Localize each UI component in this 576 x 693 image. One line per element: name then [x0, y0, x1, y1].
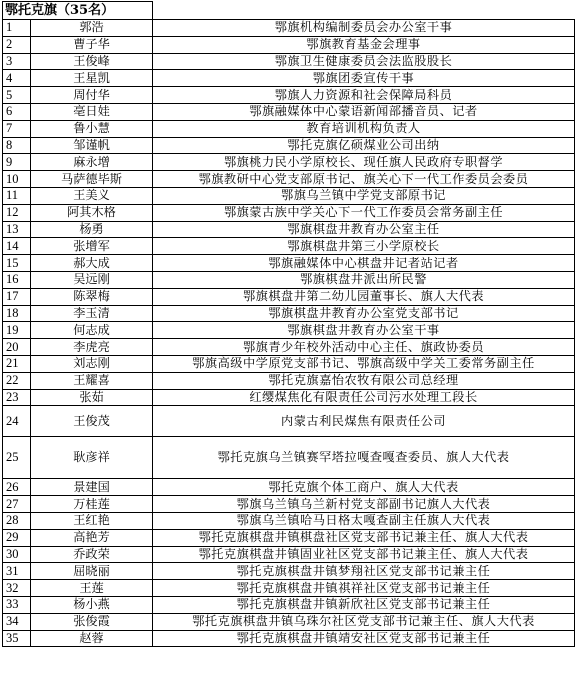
name-cell: 鲁小慧 — [31, 120, 153, 137]
position-cell: 鄂托克旗棋盘井镇新欣社区党支部书记兼主任 — [153, 596, 575, 613]
table-row — [3, 512, 575, 529]
position-cell: 鄂托克旗嘉怡农牧有限公司总经理 — [153, 372, 575, 389]
position-cell: 鄂旗桃力民小学原校长、现任旗人民政府专职督学 — [153, 154, 575, 171]
position-cell: 鄂旗棋盘井第三小学原校长 — [153, 238, 575, 255]
name-cell: 万桂莲 — [31, 496, 153, 513]
table-header-row — [3, 2, 575, 20]
position-cell: 鄂旗棋盘井派出所民警 — [153, 271, 575, 288]
row-number-cell: 28 — [3, 512, 31, 529]
table-row — [3, 496, 575, 513]
row-number-cell: 21 — [3, 355, 31, 372]
name-cell: 杨小燕 — [31, 596, 153, 613]
table-row — [3, 479, 575, 496]
table-row — [3, 187, 575, 204]
row-number-cell: 16 — [3, 271, 31, 288]
name-cell: 郭浩 — [31, 20, 153, 37]
name-cell: 邹谨帆 — [31, 137, 153, 154]
row-number-cell: 20 — [3, 339, 31, 356]
roster-table — [2, 1, 575, 647]
position-cell: 鄂旗卫生健康委员会法监股股长 — [153, 53, 575, 70]
position-cell: 鄂旗棋盘井教育办公室干事 — [153, 322, 575, 339]
table-row — [3, 372, 575, 389]
name-cell: 张茹 — [31, 389, 153, 406]
row-number-cell: 7 — [3, 120, 31, 137]
table-row — [3, 255, 575, 272]
name-cell: 王俊茂 — [31, 406, 153, 437]
name-cell: 王红艳 — [31, 512, 153, 529]
table-row — [3, 53, 575, 70]
position-cell: 鄂旗融媒体中心棋盘井记者站记者 — [153, 255, 575, 272]
name-cell: 高艳芳 — [31, 529, 153, 546]
table-row — [3, 546, 575, 563]
name-cell: 周付华 — [31, 87, 153, 104]
name-cell: 李玉清 — [31, 305, 153, 322]
table-row — [3, 70, 575, 87]
row-number-cell: 4 — [3, 70, 31, 87]
row-number-cell: 13 — [3, 221, 31, 238]
position-cell: 鄂托克旗棋盘井镇固业社区党支部书记兼主任、旗人大代表 — [153, 546, 575, 563]
name-cell: 王莲 — [31, 580, 153, 597]
table-row — [3, 288, 575, 305]
position-cell: 鄂托克旗棋盘井镇棋盘社区党支部书记兼主任、旗人大代表 — [153, 529, 575, 546]
row-number-cell: 5 — [3, 87, 31, 104]
name-cell: 阿其木格 — [31, 204, 153, 221]
position-cell: 鄂托克旗棋盘井镇梦翔社区党支部书记兼主任 — [153, 563, 575, 580]
header-empty-cell — [153, 2, 575, 20]
name-cell: 王星凯 — [31, 70, 153, 87]
table-row — [3, 204, 575, 221]
table-row — [3, 339, 575, 356]
row-number-cell: 23 — [3, 389, 31, 406]
name-cell: 王俊峰 — [31, 53, 153, 70]
table-title: 鄂托克旗（35名） — [3, 2, 153, 20]
row-number-cell: 1 — [3, 20, 31, 37]
position-cell: 内蒙古利民煤焦有限责任公司 — [153, 406, 575, 437]
name-cell: 张增军 — [31, 238, 153, 255]
position-cell: 鄂旗棋盘井第二幼儿园董事长、旗人大代表 — [153, 288, 575, 305]
row-number-cell: 24 — [3, 406, 31, 437]
name-cell: 乔政荣 — [31, 546, 153, 563]
row-number-cell: 29 — [3, 529, 31, 546]
row-number-cell: 8 — [3, 137, 31, 154]
row-number-cell: 15 — [3, 255, 31, 272]
row-number-cell: 2 — [3, 36, 31, 53]
position-cell: 鄂旗乌兰镇乌兰新村党支部副书记旗人大代表 — [153, 496, 575, 513]
row-number-cell: 14 — [3, 238, 31, 255]
name-cell: 王美义 — [31, 187, 153, 204]
position-cell: 鄂旗棋盘井教育办公室主任 — [153, 221, 575, 238]
table-row — [3, 171, 575, 188]
name-cell: 耿彦祥 — [31, 437, 153, 479]
table-row — [3, 238, 575, 255]
position-cell: 鄂旗高级中学原党支部书记、鄂旗高级中学关工委常务副主任 — [153, 355, 575, 372]
table-row — [3, 137, 575, 154]
row-number-cell: 25 — [3, 437, 31, 479]
name-cell: 杨勇 — [31, 221, 153, 238]
row-number-cell: 18 — [3, 305, 31, 322]
position-cell: 鄂托克旗棋盘井镇乌珠尔社区党支部书记兼主任、旗人大代表 — [153, 613, 575, 630]
table-row — [3, 103, 575, 120]
name-cell: 赵蓉 — [31, 630, 153, 647]
name-cell: 李虎亮 — [31, 339, 153, 356]
table-row — [3, 437, 575, 479]
name-cell: 吴远刚 — [31, 271, 153, 288]
row-number-cell: 9 — [3, 154, 31, 171]
row-number-cell: 35 — [3, 630, 31, 647]
position-cell: 鄂旗教研中心党支部原书记、旗关心下一代工作委员会委员 — [153, 171, 575, 188]
row-number-cell: 27 — [3, 496, 31, 513]
position-cell: 鄂托克旗个体工商户、旗人大代表 — [153, 479, 575, 496]
table-row — [3, 355, 575, 372]
position-cell: 鄂旗乌兰镇中学党支部原书记 — [153, 187, 575, 204]
table-row — [3, 36, 575, 53]
name-cell: 王耀喜 — [31, 372, 153, 389]
position-cell: 鄂旗棋盘井教育办公室党支部书记 — [153, 305, 575, 322]
row-number-cell: 22 — [3, 372, 31, 389]
table-row — [3, 563, 575, 580]
name-cell: 曹子华 — [31, 36, 153, 53]
row-number-cell: 31 — [3, 563, 31, 580]
table-row — [3, 596, 575, 613]
position-cell: 红缨煤焦化有限责任公司污水处理工段长 — [153, 389, 575, 406]
position-cell: 鄂旗团委宣传干事 — [153, 70, 575, 87]
row-number-cell: 10 — [3, 171, 31, 188]
position-cell: 鄂旗融媒体中心蒙语新闻部播音员、记者 — [153, 103, 575, 120]
position-cell: 鄂托克旗棋盘井镇祺祥社区党支部书记兼主任 — [153, 580, 575, 597]
position-cell: 鄂旗人力资源和社会保障局科员 — [153, 87, 575, 104]
row-number-cell: 33 — [3, 596, 31, 613]
row-number-cell: 6 — [3, 103, 31, 120]
position-cell: 鄂旗机构编制委员会办公室干事 — [153, 20, 575, 37]
table-row — [3, 221, 575, 238]
row-number-cell: 32 — [3, 580, 31, 597]
position-cell: 鄂旗教育基金会理事 — [153, 36, 575, 53]
table-row — [3, 580, 575, 597]
name-cell: 郝大成 — [31, 255, 153, 272]
row-number-cell: 11 — [3, 187, 31, 204]
name-cell: 刘志刚 — [31, 355, 153, 372]
name-cell: 景建国 — [31, 479, 153, 496]
table-row — [3, 20, 575, 37]
table-row — [3, 120, 575, 137]
position-cell: 鄂托克旗乌兰镇赛罕塔拉嘎查嘎查委员、旗人大代表 — [153, 437, 575, 479]
name-cell: 屈晓丽 — [31, 563, 153, 580]
table-row — [3, 389, 575, 406]
table-row — [3, 322, 575, 339]
row-number-cell: 26 — [3, 479, 31, 496]
name-cell: 亳日娃 — [31, 103, 153, 120]
row-number-cell: 3 — [3, 53, 31, 70]
name-cell: 马萨德毕斯 — [31, 171, 153, 188]
row-number-cell: 34 — [3, 613, 31, 630]
row-number-cell: 12 — [3, 204, 31, 221]
row-number-cell: 19 — [3, 322, 31, 339]
position-cell: 教育培训机构负责人 — [153, 120, 575, 137]
position-cell: 鄂托克旗亿硕煤业公司出纳 — [153, 137, 575, 154]
position-cell: 鄂旗青少年校外活动中心主任、旗政协委员 — [153, 339, 575, 356]
row-number-cell: 30 — [3, 546, 31, 563]
table-row — [3, 271, 575, 288]
table-row — [3, 305, 575, 322]
roster-table-body — [3, 2, 575, 647]
name-cell: 何志成 — [31, 322, 153, 339]
table-row — [3, 613, 575, 630]
position-cell: 鄂旗蒙古族中学关心下一代工作委员会常务副主任 — [153, 204, 575, 221]
name-cell: 陈翠梅 — [31, 288, 153, 305]
table-row — [3, 529, 575, 546]
table-row — [3, 87, 575, 104]
name-cell: 麻永增 — [31, 154, 153, 171]
position-cell: 鄂托克旗棋盘井镇靖安社区党支部书记兼主任 — [153, 630, 575, 647]
table-row — [3, 154, 575, 171]
table-row — [3, 630, 575, 647]
table-row — [3, 406, 575, 437]
name-cell: 张俊霞 — [31, 613, 153, 630]
row-number-cell: 17 — [3, 288, 31, 305]
position-cell: 鄂旗乌兰镇哈马日格太嘎查副主任旗人大代表 — [153, 512, 575, 529]
